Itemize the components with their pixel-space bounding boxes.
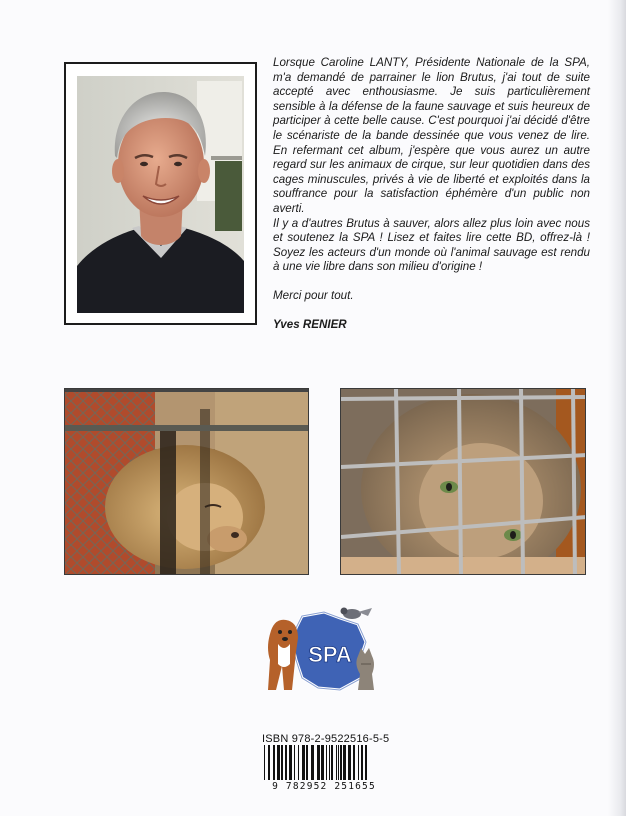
author-portrait-photo <box>77 76 244 313</box>
cat-icon <box>356 648 374 690</box>
barcode-digits: 9 782952 251655 <box>262 780 386 793</box>
statement-paragraph-2: Il y a d'autres Brutus à sauver, alors allez plus loin avec nous et soutenez la SPA ! Lisez et faites lire cette BD, offrez-là ! Soyez les acteurs d'un monde où l'animal sauvage est rendu à une vie libre dans son milieu d'origine ! <box>273 216 590 274</box>
author-signature: Yves RENIER <box>273 317 347 331</box>
lion-in-cage-photo-left <box>64 388 309 575</box>
statement-paragraph-1: Lorsque Caroline LANTY, Présidente Nationale de la SPA, m'a demandé de parrainer le lion Brutus, j'ai tout de suite accepté avec enthousiasme. Je suis particulièrement sensible à la défense de la faune sauvage et suis heureux de participer à cette belle cause. C'est pourquoi j'ai décidé d'être le scénariste de la bande dessinée que vous venez de lire. En refermant cet album, j'espère que vous aurez un autre regard sur les animaux de cirque, sur leur quotidien dans des cages minuscules, privés à vie de liberté et exploités dans la souffrance pour la satisfaction éphémère d'un public non averti. <box>273 56 590 215</box>
page-edge <box>608 0 626 816</box>
spa-logo-text: SPA <box>308 642 352 667</box>
spa-logo <box>262 604 380 699</box>
author-statement <box>273 56 590 332</box>
lion-behind-bars-photo-right <box>340 388 586 575</box>
dog-icon <box>268 620 298 690</box>
isbn-label: ISBN 978-2-9522516-5-5 <box>262 733 390 745</box>
pigeon-icon <box>341 608 373 620</box>
thanks-line: Merci pour tout. <box>273 288 354 302</box>
portrait-frame <box>64 62 257 325</box>
